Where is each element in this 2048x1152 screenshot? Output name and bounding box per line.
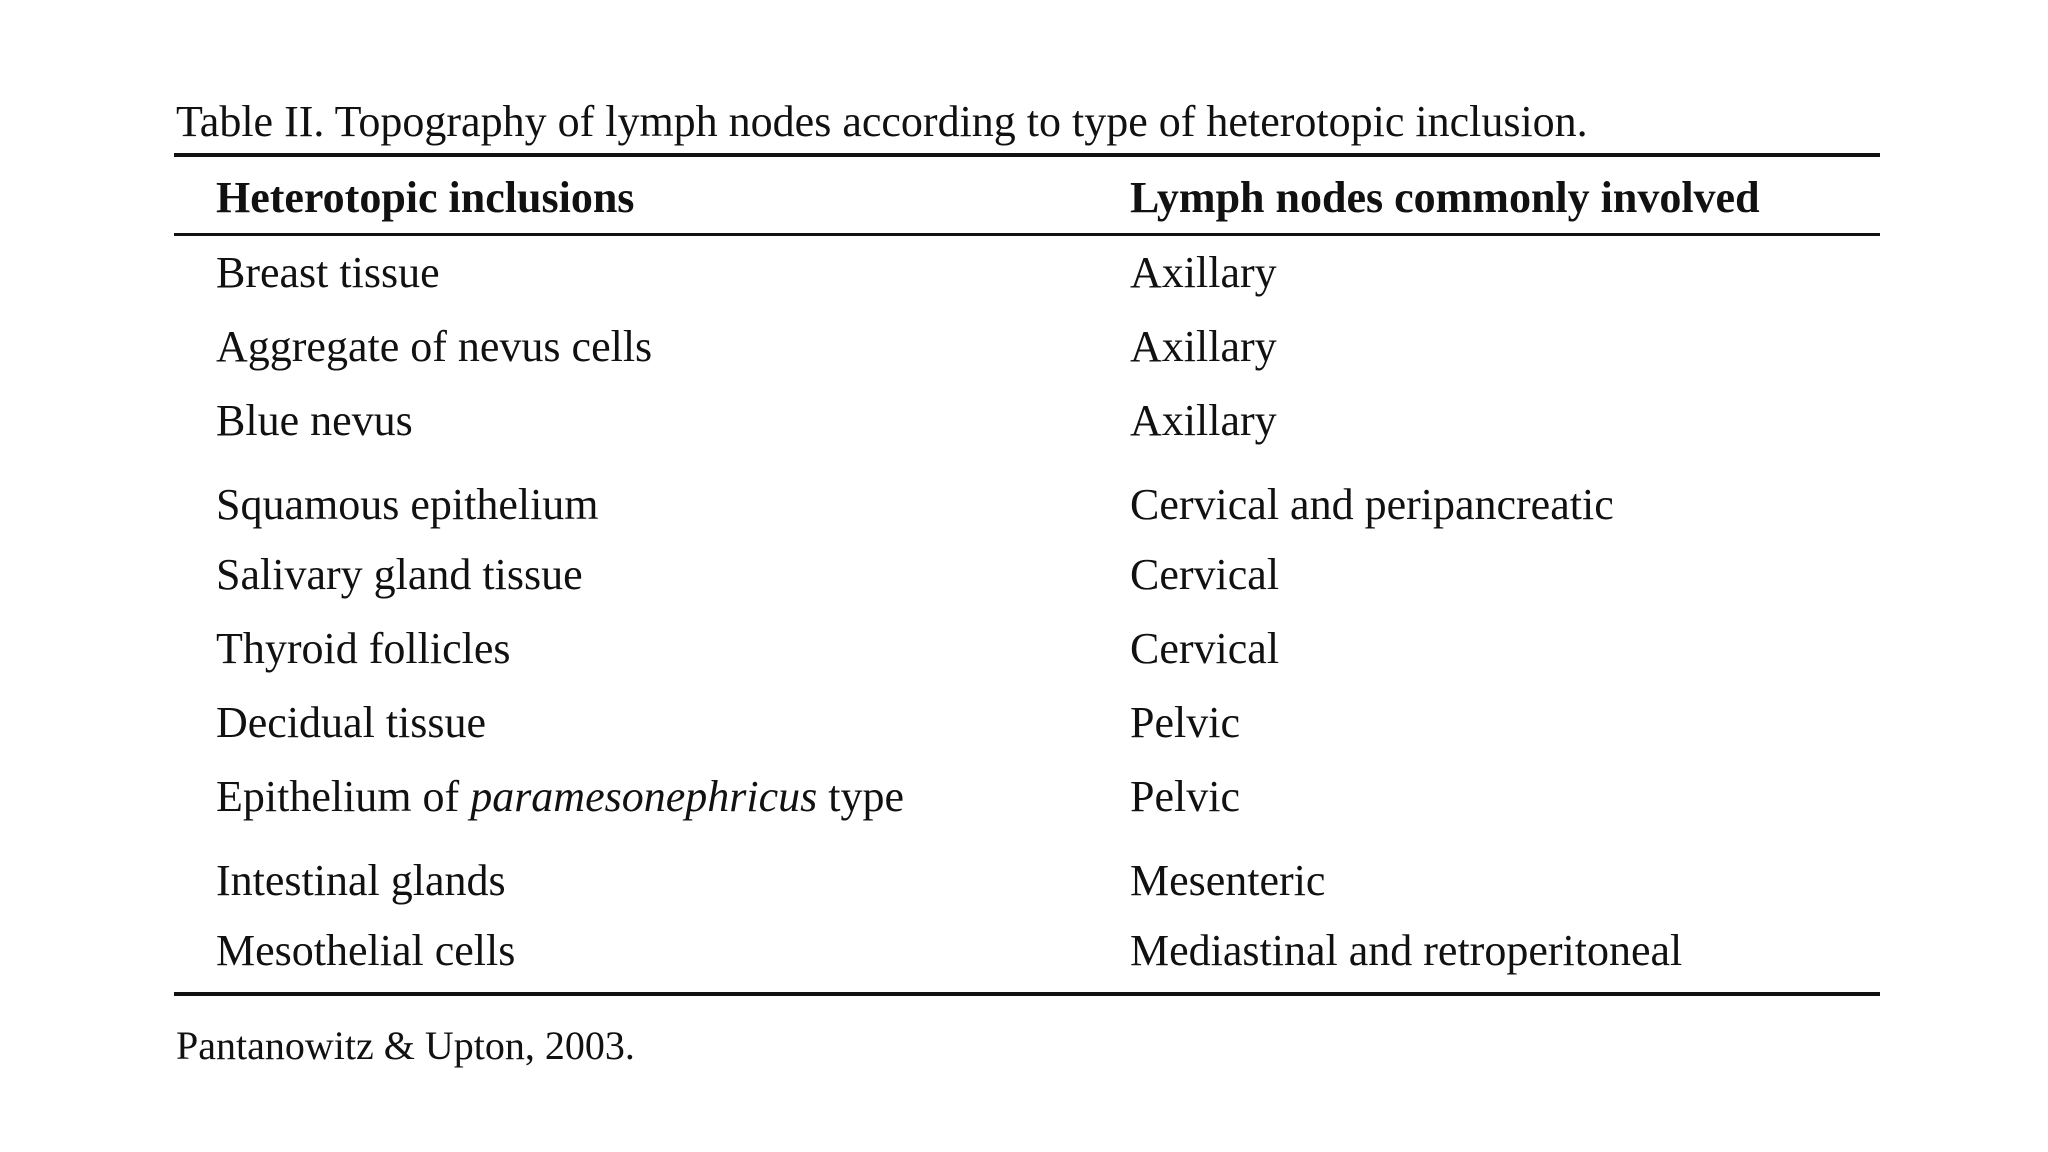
table-row [174,686,1880,760]
lymph-node-cell: Axillary [1130,396,1277,445]
lymph-node-cell: Axillary [1130,248,1277,297]
inclusion-text: type [817,772,905,821]
inclusion-italic-term: paramesonephricus [470,772,818,821]
lymph-node-cell: Cervical [1130,624,1280,673]
inclusion-cell: Aggregate of nevus cells [216,322,653,371]
table-row [174,612,1880,686]
lymph-node-cell: Mediastinal and retroperitoneal [1130,926,1683,975]
table-row [174,236,1880,310]
table-row [174,384,1880,458]
lymph-node-cell: Axillary [1130,322,1277,371]
inclusion-cell: Salivary gland tissue [216,550,583,599]
table-row [174,458,1880,538]
table-header-row [174,157,1880,233]
table-row [174,760,1880,834]
inclusion-cell: Blue nevus [216,396,413,445]
table-bottom-rule [174,992,1880,996]
inclusion-cell: Thyroid follicles [216,624,511,673]
inclusion-cell: Decidual tissue [216,698,487,747]
header-heterotopic-inclusions: Heterotopic inclusions [216,173,635,222]
table-document [174,92,1880,1076]
inclusion-cell: Breast tissue [216,248,440,297]
inclusion-cell: Squamous epithelium [216,480,599,529]
inclusion-cell [216,760,904,834]
table-row [174,834,1880,914]
table-row [174,914,1880,992]
table-caption: Table II. Topography of lymph nodes according to type of heterotopic inclusion. [176,97,1588,146]
lymph-node-cell: Mesenteric [1130,856,1326,905]
table-footnote: Pantanowitz & Upton, 2003. [176,1023,635,1068]
lymph-node-cell: Cervical and peripancreatic [1130,480,1614,529]
inclusion-text: Epithelium of [216,772,471,821]
inclusion-cell: Mesothelial cells [216,926,516,975]
table-row [174,538,1880,612]
header-lymph-nodes: Lymph nodes commonly involved [1130,173,1760,222]
table-row [174,310,1880,384]
lymph-node-cell: Pelvic [1130,698,1240,747]
inclusion-cell: Intestinal glands [216,856,506,905]
lymph-node-cell: Pelvic [1130,772,1240,821]
lymph-node-cell: Cervical [1130,550,1280,599]
